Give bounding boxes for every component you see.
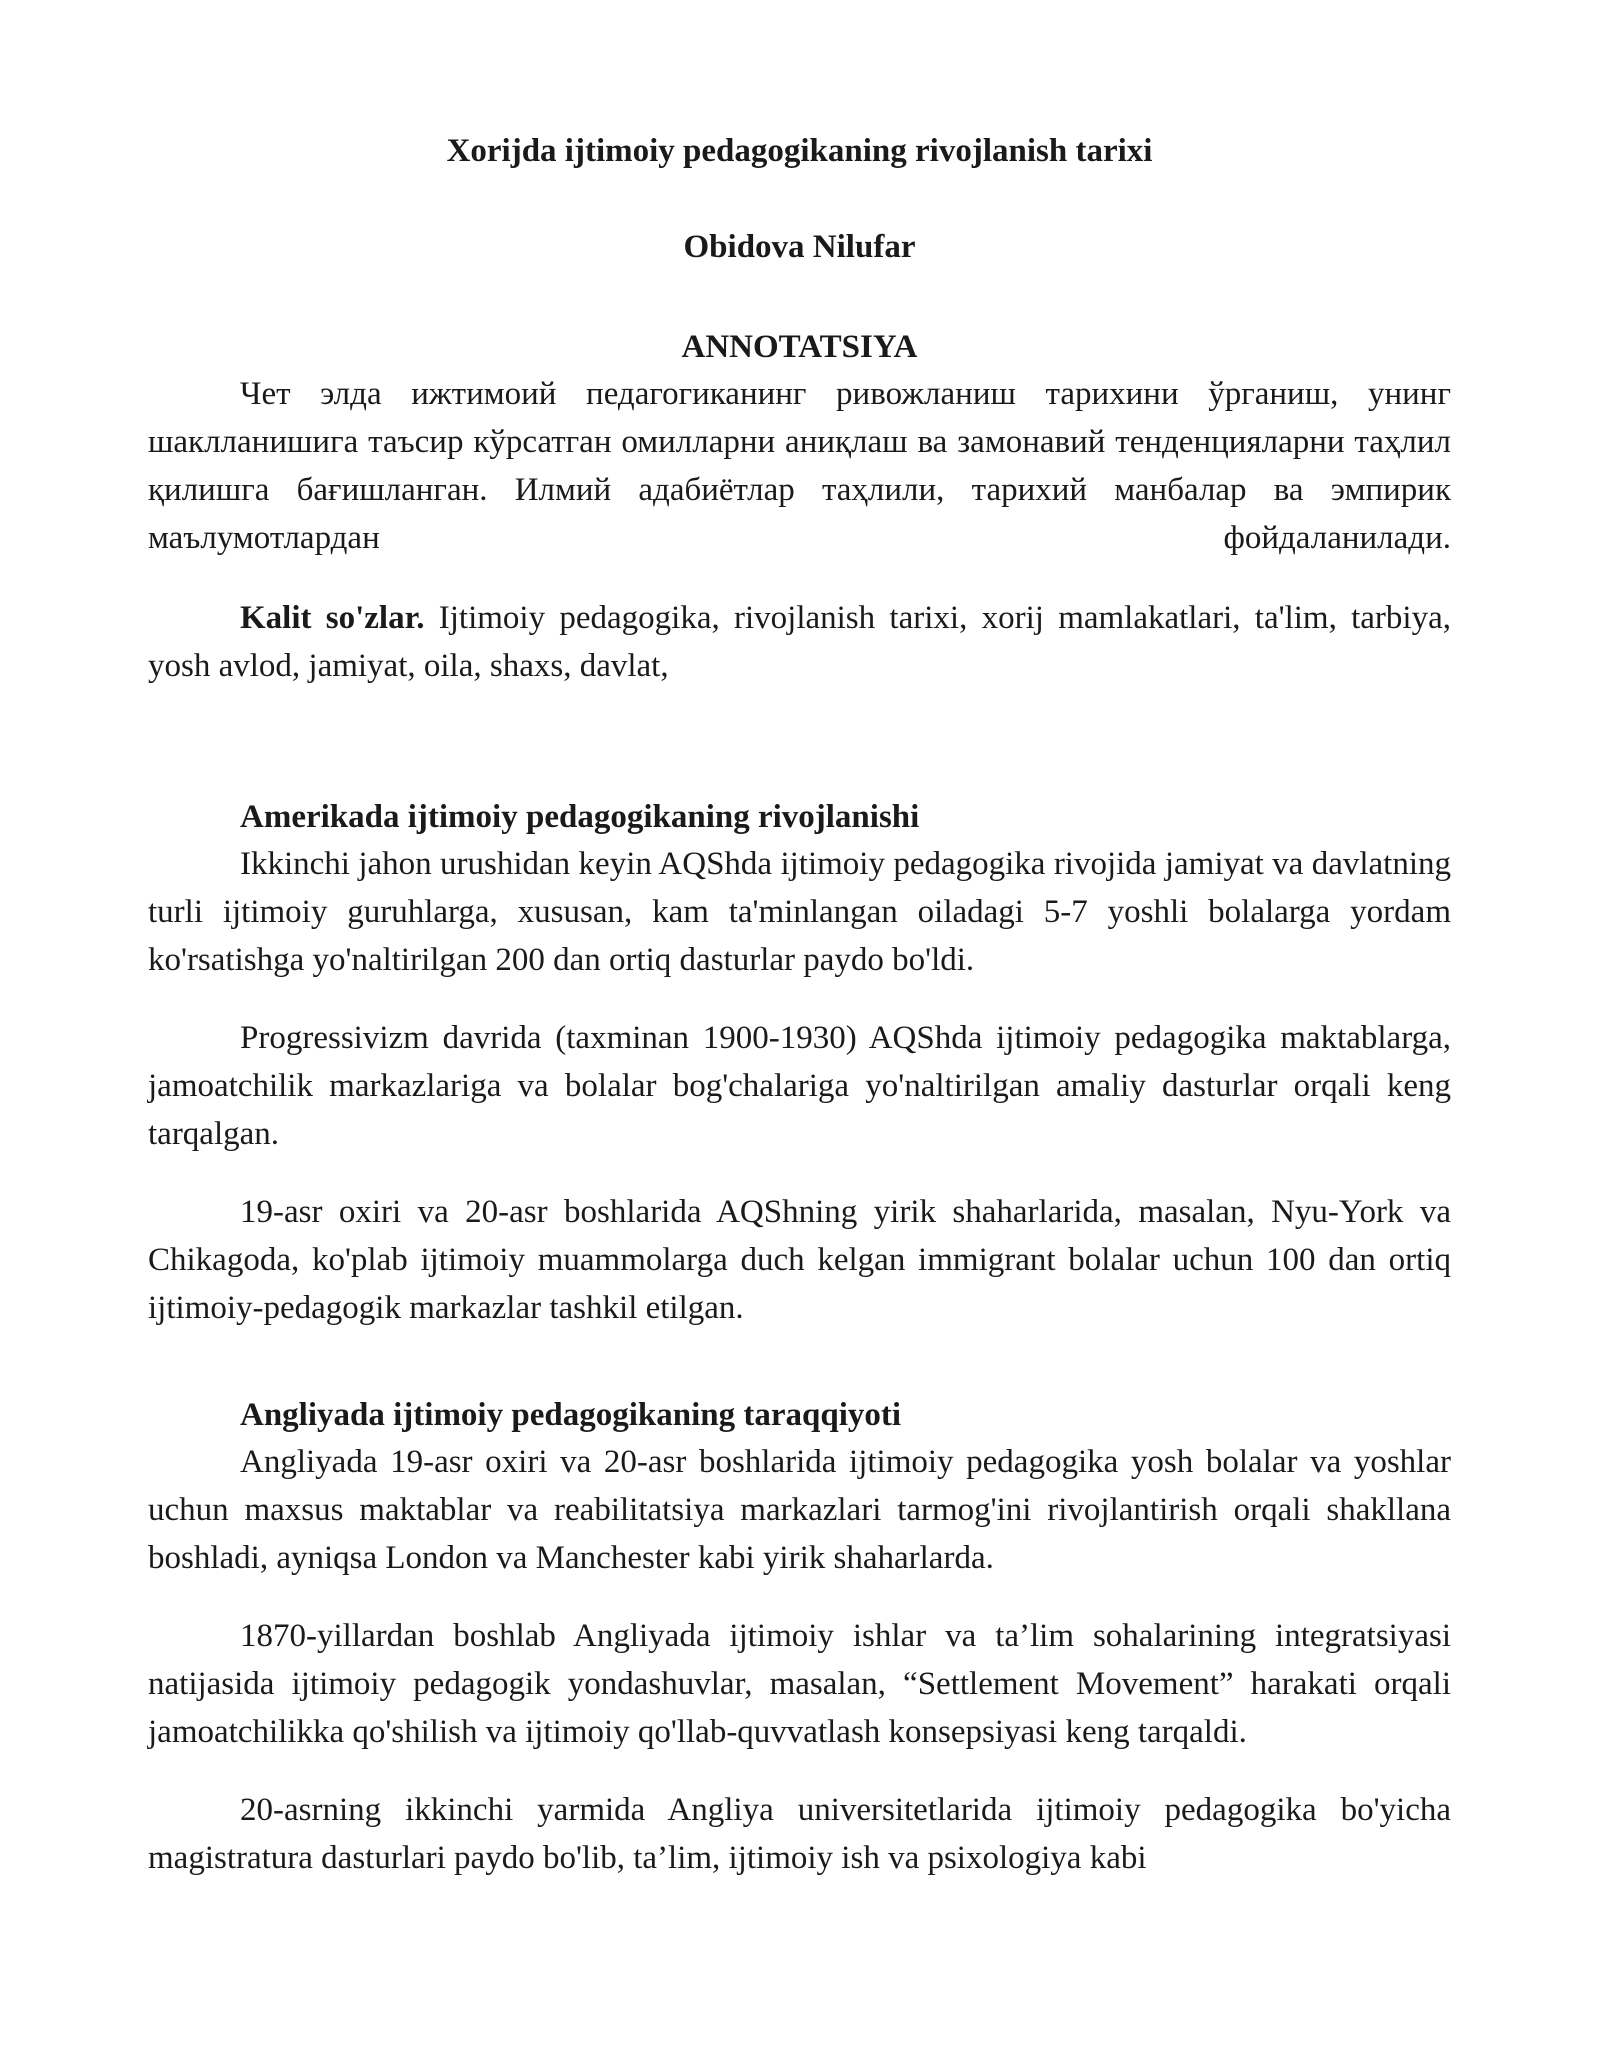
paragraph: 19-asr oxiri va 20-asr boshlarida AQShning yirik shaharlarida, masalan, Nyu-York va Chikagoda, ko'plab ijtimoiy muammolarga duch kelgan immigrant bolalar uchun 100 dan ortiq ijtimoiy-pedagogik markazlar tashkil etilgan. bbox=[148, 1194, 1451, 1326]
paragraph: 1870-yillardan boshlab Angliyada ijtimoiy ishlar va ta’lim sohalarining integratsiyasi natijasida ijtimoiy pedagogik yondashuvlar, masalan, “Settlement Movement” harakati orqali jamoatchilikka qo'shilish va ijtimoiy qo'llab-quvvatlash konsepsiyasi keng tarqaldi. bbox=[148, 1618, 1451, 1750]
annotation-paragraph: Чет элда ижтимоий педагогиканинг ривожланиш тарихини ўрганиш, унинг шаклланишига таъсир кўрсатган омилларни аниқлаш ва замонавий тенденцияларни таҳлил қилишга бағишланган. Илмий адабиётлар таҳлили, тарихий манбалар ва эмпирик маълумотлардан фойдаланилади. bbox=[148, 376, 1451, 556]
document-title: Xorijda ijtimoiy pedagogikaning rivojlanish tarixi bbox=[446, 133, 1153, 169]
keywords-text: Ijtimoiy pedagogika, rivojlanish tarixi, xorij mamlakatlari, ta'lim, tarbiya, yosh avlod, jamiyat, oila, shaxs, davlat, bbox=[148, 600, 1451, 684]
document-body bbox=[148, 128, 1451, 1882]
section-heading-england: Angliyada ijtimoiy pedagogikaning taraqqiyoti bbox=[240, 1397, 902, 1433]
keywords-paragraph bbox=[148, 594, 1451, 690]
keywords-label: Kalit so'zlar. bbox=[240, 600, 425, 636]
paragraph: Angliyada 19-asr oxiri va 20-asr boshlarida ijtimoiy pedagogika yosh bolalar va yoshlar uchun maxsus maktablar va reabilitatsiya markazlari tarmog'ini rivojlantirish orqali shakllana boshladi, ayniqsa London va Manchester kabi yirik shaharlarda. bbox=[148, 1444, 1451, 1576]
paragraph: 20-asrning ikkinchi yarmida Angliya universitetlarida ijtimoiy pedagogika bo'yicha magistratura dasturlari paydo bo'lib, ta’lim, ijtimoiy ish va psixologiya kabi bbox=[148, 1792, 1451, 1876]
paragraph: Ikkinchi jahon urushidan keyin AQShda ijtimoiy pedagogika rivojida jamiyat va davlatning turli ijtimoiy guruhlarga, xususan, kam ta'minlangan oiladagi 5-7 yoshli bolalarga yordam ko'rsatishga yo'naltirilgan 200 dan ortiq dasturlar paydo bo'ldi. bbox=[148, 846, 1451, 978]
annotation-heading: ANNOTATSIYA bbox=[681, 329, 918, 365]
paragraph: Progressivizm davrida (taxminan 1900-1930) AQShda ijtimoiy pedagogika maktablarga, jamoatchilik markazlariga va bolalar bog'chalariga yo'naltirilgan amaliy dasturlar orqali keng tarqalgan. bbox=[148, 1020, 1451, 1152]
section-heading-america: Amerikada ijtimoiy pedagogikaning rivojlanishi bbox=[240, 799, 920, 835]
author-name: Obidova Nilufar bbox=[683, 229, 916, 265]
